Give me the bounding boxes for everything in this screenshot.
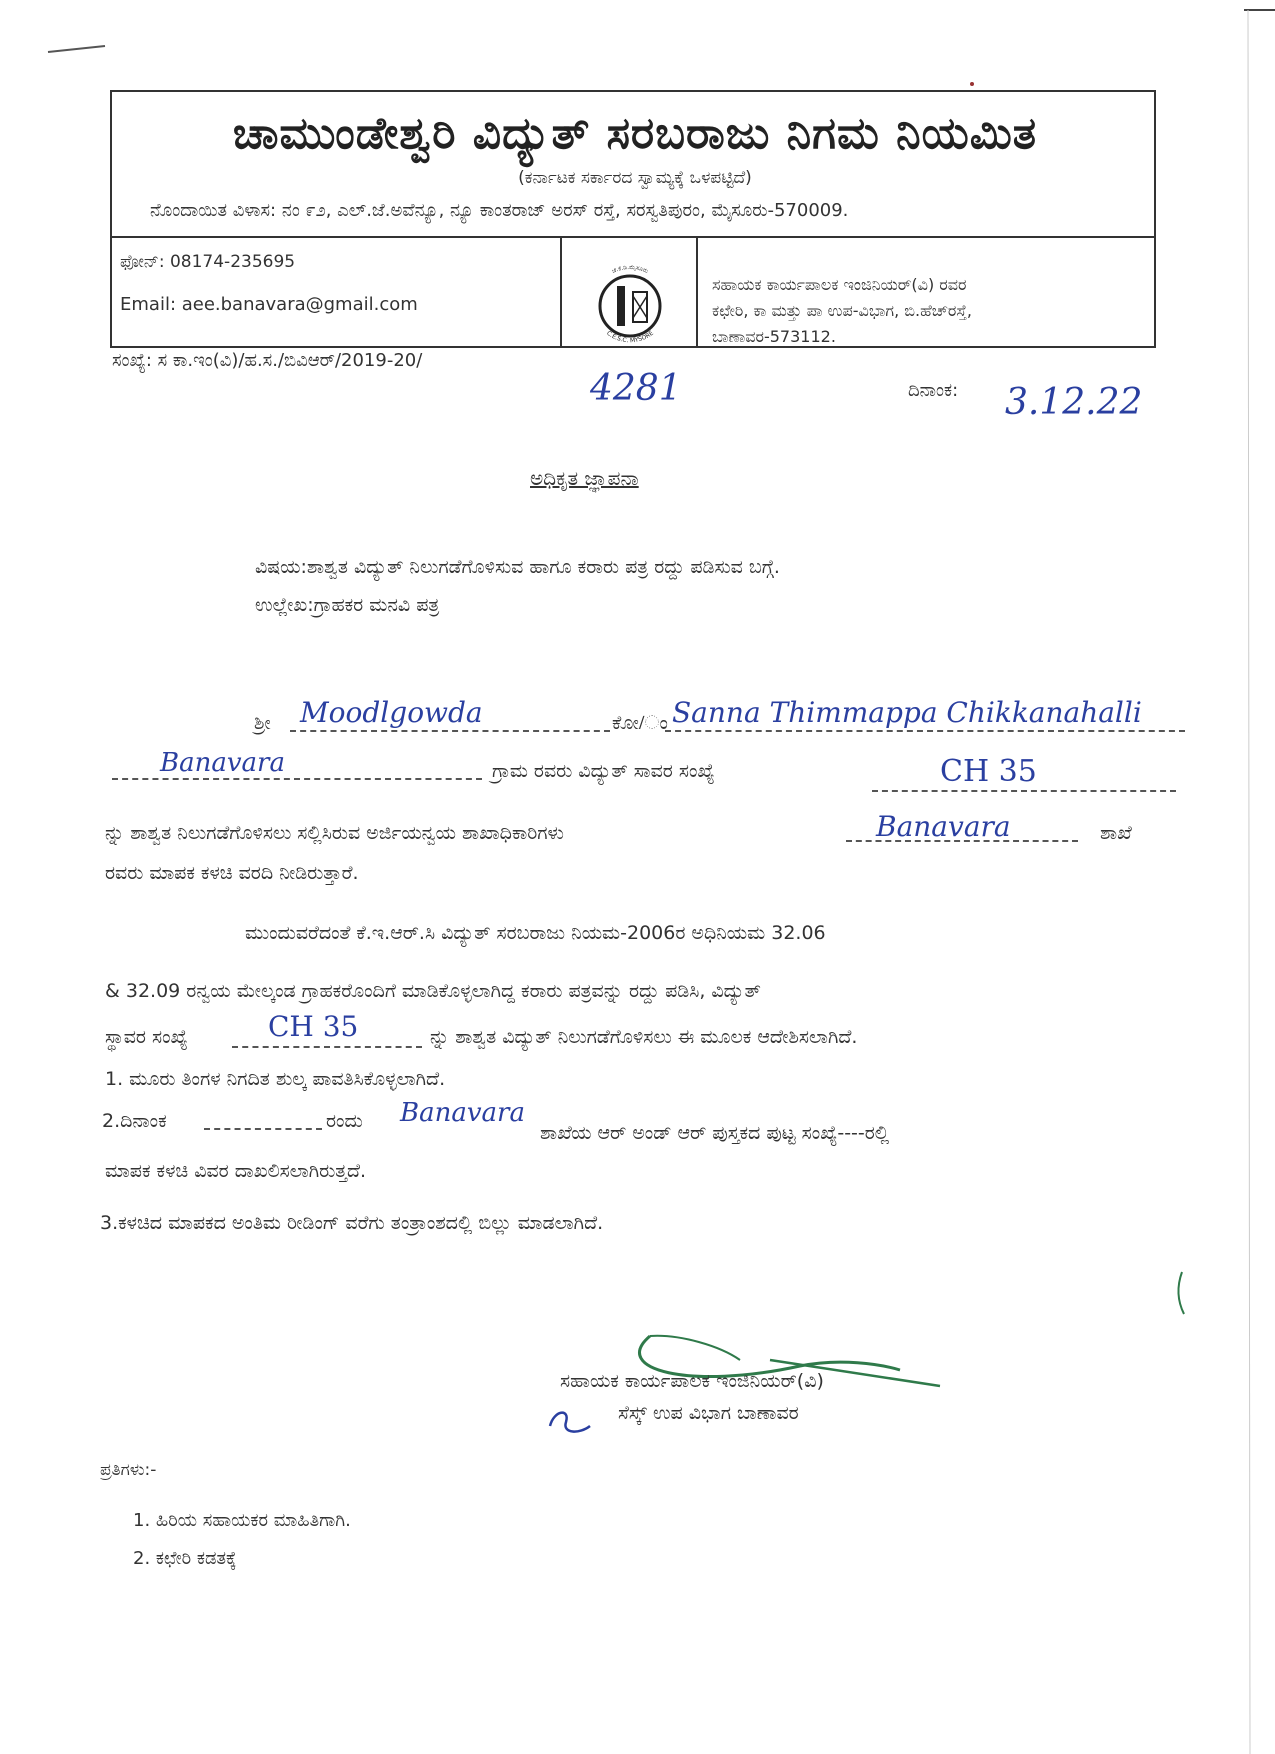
- header-column-divider-right: [696, 236, 698, 348]
- cesc-logo-icon: [575, 256, 685, 346]
- installation-blank: [872, 790, 1176, 792]
- name-blank: [290, 730, 610, 732]
- company-name: ಚಾಮುಂಡೇಶ್ವರಿ ವಿದ್ಯುತ್ ಸರಬರಾಜು ನಿಗಮ ನಿಯಮಿತ: [232, 108, 1038, 159]
- office-address: [712, 272, 1152, 350]
- header-divider: [110, 236, 1156, 238]
- reference-number-handwritten: 4281: [590, 368, 682, 409]
- installation-number-handwritten: CH 35: [940, 754, 1037, 789]
- line2-text: ಗ್ರಾಮ ರವರು ವಿದ್ಯುತ್ ಸಾವರ ಸಂಖ್ಯೆ: [492, 760, 715, 782]
- memo-heading: ಅಧಿಕೃತ ಜ್ಞಾಪನಾ: [530, 466, 639, 490]
- date-label: ದಿನಾಂಕ:: [908, 380, 959, 401]
- sri-label: ಶ್ರೀ: [254, 712, 271, 734]
- para2-line2: & 32.09 ರನ್ವಯ ಮೇಲ್ಕಂಡ ಗ್ರಾಹಕರೊಂದಿಗೆ ಮಾಡಿಕೊಳ್ಳಲಾಗಿದ್ದ ಕರಾರು ಪತ್ರವನ್ನು ರದ್ದು ಪಡಿಸಿ, ವಿದ್ಯುತ್: [105, 980, 761, 1002]
- email-address: Email: aee.banavara@gmail.com: [120, 294, 418, 315]
- para2-line1: ಮುಂದುವರೆದಂತೆ ಕೆ.ಇ.ಆರ್.ಸಿ ವಿದ್ಯುತ್ ಸರಬರಾಜು ನಿಯಮ-2006ರ ಅಧಿನಿಯಮ 32.06: [245, 922, 826, 944]
- father-name-handwritten: Sanna Thimmappa Chikkanahalli: [672, 696, 1142, 729]
- reference-line: ಉಲ್ಲೇಖ:ಗ್ರಾಹಕರ ಮನವಿ ಪತ್ರ: [255, 594, 440, 616]
- subject-line: ವಿಷಯ:ಶಾಶ್ವತ ವಿದ್ಯುತ್ ನಿಲುಗಡೆಗೊಳಿಸುವ ಹಾಗೂ ಕರಾರು ಪತ್ರ ರದ್ದು ಪಡಿಸುವ ಬಗ್ಗೆ.: [255, 556, 780, 578]
- item-2-b: ರಂದು: [326, 1110, 363, 1132]
- item-2-c: ಶಾಖೆಯ ಆರ್ ಅಂಡ್ ಆರ್ ಪುಸ್ತಕದ ಪುಟ್ಟ ಸಂಖ್ಯೆ----ರಲ್ಲಿ: [540, 1122, 890, 1144]
- office-line-2: ಕಛೇರಿ, ಕಾ ಮತ್ತು ಪಾ ಉಪ-ವಿಭಾಗ, ಬಿ.ಹೆಚ್‌ರಸ್ತೆ,: [712, 301, 972, 320]
- line4-text: ರವರು ಮಾಪಕ ಕಳಚಿ ವರದಿ ನೀಡಿರುತ್ತಾರೆ.: [105, 862, 359, 884]
- signatory-designation: ಸಹಾಯಕ ಕಾರ್ಯಪಾಲಕ ಇಂಜಿನಿಯರ್(ವಿ): [560, 1370, 824, 1392]
- line3-text: ನ್ನು ಶಾಶ್ವತ ನಿಲುಗಡೆಗೊಳಿಸಲು ಸಲ್ಲಿಸಿರುವ ಅರ್ಜಿಯನ್ವಯ ಶಾಖಾಧಿಕಾರಿಗಳು: [105, 822, 564, 844]
- logo-text-bottom: C.E.S.C. MYSORE: [605, 329, 655, 345]
- copy-item: 2. ಕಛೇರಿ ಕಡತಕ್ಕೆ: [133, 1548, 237, 1569]
- margin-mark: [1172, 1270, 1192, 1318]
- para2-line3-b: ನ್ನು ಶಾಶ್ವತ ವಿದ್ಯುತ್ ನಿಲುಗಡೆಗೊಳಿಸಲು ಈ ಮೂಲಕ ಆದೇಶಿಸಲಾಗಿದೆ.: [430, 1026, 858, 1048]
- item-3: 3.ಕಳಚಿದ ಮಾಪಕದ ಅಂತಿಮ ರೀಡಿಂಗ್ ವರೆಗು ತಂತ್ರಾಂಶದಲ್ಲಿ ಬಿಲ್ಲು ಮಾಡಲಾಗಿದೆ.: [100, 1212, 604, 1234]
- installation-number-handwritten-2: CH 35: [268, 1010, 359, 1043]
- item-1: 1. ಮೂರು ತಿಂಗಳ ನಿಗದಿತ ಶುಲ್ಕ ಪಾವತಿಸಿಕೊಳ್ಳಲಾಗಿದೆ.: [105, 1068, 446, 1090]
- section-handwritten: Banavara: [876, 810, 1011, 843]
- item-2-line2: ಮಾಪಕ ಕಳಚಿ ವಿವರ ದಾಖಲಿಸಲಾಗಿರುತ್ತದೆ.: [105, 1160, 367, 1182]
- line3-end: ಶಾಖೆ: [1100, 822, 1132, 844]
- father-name-blank: [665, 730, 1185, 732]
- office-line-3: ಬಾಣಾವರ-573112.: [712, 327, 836, 346]
- installation-blank-2: [232, 1046, 422, 1048]
- para2-line3-a: ಸ್ಥಾವರ ಸಂಖ್ಯೆ: [105, 1026, 188, 1048]
- customer-name-handwritten: Moodlgowda: [300, 696, 483, 729]
- signatory-office: ಸೆಸ್ಕ್ ಉಪ ವಿಭಾಗ ಬಾಣಾವರ: [618, 1402, 799, 1424]
- village-blank: [112, 778, 482, 780]
- phone-number: ಫೋನ್: 08174-235695: [120, 252, 296, 272]
- copies-label: ಪ್ರತಿಗಳು:-: [100, 1460, 157, 1480]
- reference-number-label: ಸಂಖ್ಯೆ: ಸ ಕಾ.ಇಂ(ವಿ)/ಹ.ಸ./ಬಿವಿಆರ್/2019-20/: [112, 350, 423, 371]
- date-blank: [204, 1128, 322, 1130]
- date-handwritten: 3.12.22: [1005, 382, 1143, 423]
- logo-text-top: ಚೆ.ಕೆ.ಡಿ.ಮೈಸೂರು: [610, 263, 650, 275]
- office-line-1: ಸಹಾಯಕ ಕಾರ್ಯಪಾಲಕ ಇಂಜಿನಿಯರ್(ವಿ) ರವರ: [712, 275, 967, 294]
- copy-item: 1. ಹಿರಿಯ ಸಹಾಯಕರ ಮಾಹಿತಿಗಾಗಿ.: [133, 1510, 351, 1531]
- svg-text:ಚೆ.ಕೆ.ಡಿ.ಮೈಸೂರು: [611, 264, 649, 275]
- company-subtitle: (ಕರ್ನಾಟಕ ಸರ್ಕಾರದ ಸ್ವಾಮ್ಯಕ್ಕೆ ಒಳಪಟ್ಟಿದೆ): [518, 168, 752, 188]
- ko-label: ಕೋ/ಂ: [612, 712, 668, 734]
- registered-address: ನೊಂದಾಯಿತ ವಿಳಾಸ: ನಂ ೯೨, ಎಲ್.ಜೆ.ಅವೆನ್ಯೂ, ನ್ಯೂ ಕಾಂತರಾಜ್ ಅರಸ್ ರಸ್ತೆ, ಸರಸ್ವತಿಪುರಂ, ಮೈಸೂರು-570009.: [150, 200, 849, 221]
- header-column-divider-left: [560, 236, 562, 348]
- item-2-a: 2.ದಿನಾಂಕ: [102, 1110, 167, 1132]
- village-handwritten: Banavara: [160, 748, 285, 778]
- section-handwritten-2: Banavara: [400, 1098, 525, 1128]
